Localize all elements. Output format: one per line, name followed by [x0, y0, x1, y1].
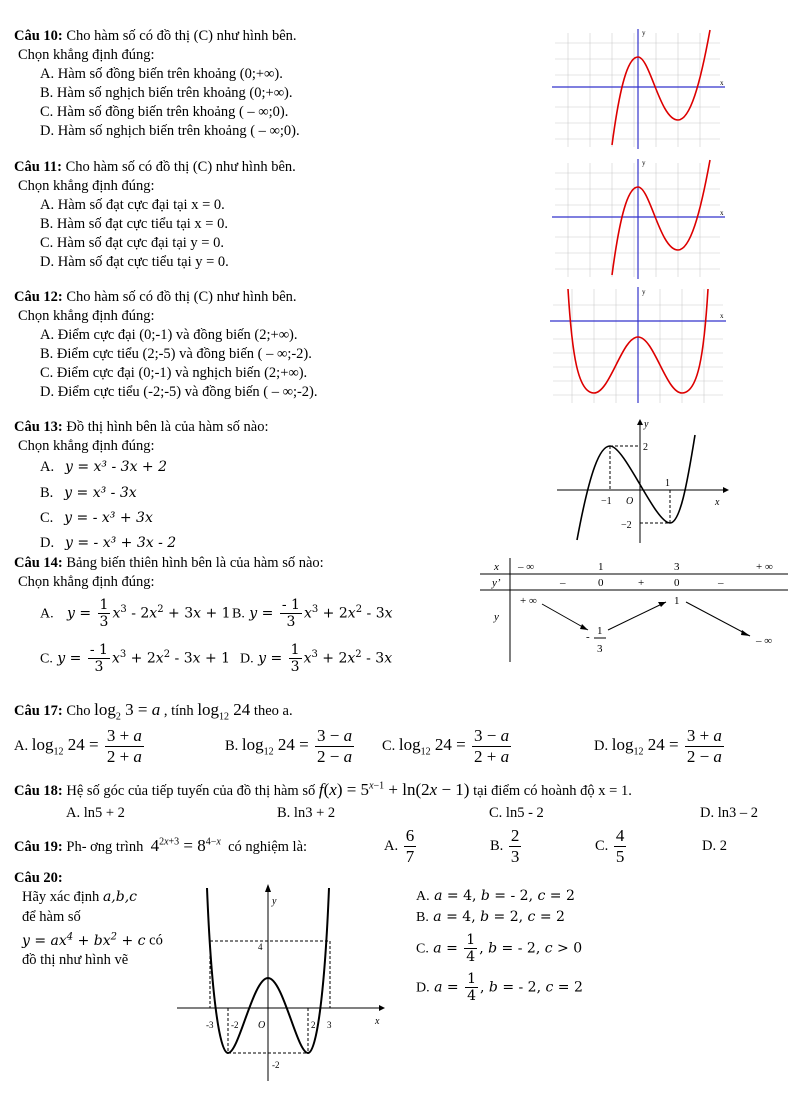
q14-sign-0: – [560, 577, 566, 589]
svg-text:1: 1 [665, 478, 670, 489]
q10-option-b[interactable]: B. Hàm số nghịch biến trên khoảng (0;+∞). [40, 85, 293, 101]
q18-tail: tại điểm có hoành độ x = 1. [473, 783, 632, 799]
q20-option-b-letter: B. [416, 910, 429, 925]
q20-option-b[interactable]: B. a = 4, b = 2, c = 2 [416, 909, 565, 925]
q10-y-label: y [642, 29, 646, 37]
q14-plus-inf: + ∞ [520, 595, 537, 607]
q10-graph [550, 25, 730, 150]
q13-stem [14, 419, 269, 436]
q20-line-1-text: Hãy xác định [22, 889, 100, 905]
q18-stem-text: Hệ số góc của tiếp tuyến của đồ thị hàm số [66, 783, 316, 799]
q13-origin-label: O [626, 496, 634, 507]
q20-origin-label: O [258, 1020, 266, 1031]
q13-option-b-letter: B. [40, 485, 54, 501]
q19-option-a[interactable]: A. $\frac{6}{7}$ [384, 826, 415, 866]
q10-option-a[interactable]: A. Hàm số đồng biến trên khoảng (0;+∞). [40, 66, 283, 82]
q18-option-c[interactable]: C. ln5 - 2 [489, 805, 544, 821]
q14-option-c-letter: C. [40, 651, 53, 667]
svg-text:-3: -3 [206, 1020, 214, 1030]
q14-min-minus: - [586, 631, 590, 643]
q11-graph [550, 155, 730, 280]
q14-min-num: 1 [597, 625, 603, 637]
q11-x-label: x [720, 209, 724, 217]
q14-sign-3: 0 [674, 577, 680, 589]
svg-text:3: 3 [327, 1020, 332, 1030]
q11-option-a[interactable]: A. Hàm số đạt cực đại tại x = 0. [40, 197, 225, 213]
svg-text:−2: −2 [621, 520, 632, 531]
svg-text:−1: −1 [601, 496, 612, 507]
q14-y-label: y [494, 611, 499, 623]
q11-prompt: Chọn khẳng định đúng: [18, 178, 155, 194]
q10-stem [14, 28, 297, 45]
q19-option-d[interactable]: D. 2 [702, 838, 727, 854]
q10-option-d[interactable]: D. Hàm số nghịch biến trên khoảng ( – ∞;0). [40, 123, 300, 139]
q17-stem: Câu 17: Cho $\log_2 3 = a$ , tính $\log_{12} 24$ theo a. [14, 700, 293, 723]
q20-option-c-letter: C. [416, 941, 429, 957]
q12-stem [14, 289, 297, 306]
q14-option-b[interactable]: B. y = $\frac{- 1}{3}$ $x^3 + 2x^2 - 3x$ [232, 597, 393, 631]
q14-minus-inf: – ∞ [756, 635, 773, 647]
q13-option-b[interactable] [40, 485, 137, 502]
q10-x-label: x [720, 79, 724, 87]
q14-option-d[interactable]: D. y = $\frac{1}{3}$ $x^3 + 2x^2 - 3x$ [240, 642, 393, 676]
q14-x-label: x [494, 561, 499, 573]
q17-stem-text: Cho [66, 703, 91, 719]
q12-y-label: y [642, 288, 646, 296]
q20-graph [175, 878, 390, 1083]
q14-sign-1: 0 [598, 577, 604, 589]
q13-prompt: Chọn khẳng định đúng: [18, 438, 155, 454]
q13-option-d[interactable] [40, 535, 176, 552]
q17-option-a[interactable]: A. $\log_{12} 24$ = $\frac{3 + a}{2 + a}$ [14, 726, 142, 766]
q13-y-label: y [644, 419, 649, 430]
q20-option-c[interactable]: C. a = $\frac{1}{4}$ , b = - 2, c > 0 [416, 932, 583, 966]
q11-option-d[interactable]: D. Hàm số đạt cực tiểu tại y = 0. [40, 254, 229, 270]
q13-option-c[interactable] [40, 510, 153, 527]
q12-option-b[interactable]: B. Điểm cực tiểu (2;-5) và đồng biến ( – ∞;-2). [40, 346, 312, 362]
q14-sign-2: + [638, 577, 645, 589]
q20-line-2: để hàm số [22, 909, 81, 925]
q19-label: Câu 19: [14, 839, 63, 855]
q12-option-c[interactable]: C. Điểm cực đại (0;-1) và nghịch biến (2;+∞). [40, 365, 308, 381]
q18-label: Câu 18: [14, 783, 63, 799]
q14-max-val: 1 [674, 595, 680, 607]
q13-label: Câu 13: [14, 419, 63, 435]
q13-stem-text: Đồ thị hình bên là của hàm số nào: [66, 419, 269, 435]
q18-stem: Câu 18: Hệ số góc của tiếp tuyến của đồ thị hàm số $f(x) = 5^{x-1} + \ln(2x - 1)$ tại điểm có hoành độ x = 1. [14, 780, 632, 799]
q17-option-a-letter: A. [14, 737, 29, 754]
q17-option-b[interactable]: B. $\log_{12} 24$ = $\frac{3 - a}{2 - a}$ [225, 726, 353, 766]
q14-x-val-0: – ∞ [518, 561, 535, 573]
q11-label: Câu 11: [14, 159, 62, 175]
q13-option-a[interactable] [40, 459, 167, 476]
q17-option-c-letter: C. [382, 737, 396, 754]
q19-option-a-letter: A. [384, 837, 399, 854]
svg-text:2: 2 [311, 1020, 316, 1030]
q10-prompt: Chọn khẳng định đúng: [18, 47, 155, 63]
q13-x-label: x [715, 497, 720, 508]
q17-option-c[interactable]: C. $\log_{12} 24$ = $\frac{3 - a}{2 + a}$ [382, 726, 510, 766]
q11-option-c[interactable]: C. Hàm số đạt cực đại tại y = 0. [40, 235, 224, 251]
q19-option-b[interactable]: B. $\frac{2}{3}$ [490, 826, 520, 866]
q13-option-a-expr: y = x³ - 3x + 2 [64, 459, 168, 475]
q14-prompt: Chọn khẳng định đúng: [18, 574, 155, 590]
q14-option-c[interactable]: C. y = $\frac{- 1}{3}$ $x^3 + 2x^2 - 3x + 1$ [40, 642, 231, 676]
q20-line-3-text: có [149, 932, 163, 949]
q20-x-label: x [375, 1016, 380, 1027]
q14-min-den: 3 [597, 643, 603, 655]
q11-y-label: y [642, 159, 646, 167]
q20-option-a-letter: A. [416, 889, 430, 904]
q14-variation-table [480, 556, 790, 664]
q14-stem [14, 555, 324, 572]
svg-text:2: 2 [643, 442, 648, 453]
q13-option-b-expr: y = x³ - 3x [64, 485, 137, 501]
q20-option-a[interactable]: A. a = 4, b = - 2, c = 2 [416, 888, 575, 904]
q12-stem-text: Cho hàm số có đồ thị (C) như hình bên. [66, 289, 297, 305]
q13-option-a-letter: A. [40, 459, 55, 475]
q14-option-d-letter: D. [240, 651, 254, 667]
q14-sign-4: – [718, 577, 724, 589]
q14-x-val-3: + ∞ [756, 561, 773, 573]
q11-stem-text: Cho hàm số có đồ thị (C) như hình bên. [65, 159, 296, 175]
q11-option-b[interactable]: B. Hàm số đạt cực tiểu tại x = 0. [40, 216, 228, 232]
q14-option-a-letter: A. [40, 606, 54, 622]
q17-option-b-letter: B. [225, 737, 239, 754]
q10-label: Câu 10: [14, 28, 63, 44]
q11-stem [14, 159, 296, 176]
q12-x-label: x [720, 312, 724, 320]
q14-x-val-1: 1 [598, 561, 604, 573]
q12-option-a[interactable]: A. Điểm cực đại (0;-1) và đồng biến (2;+∞). [40, 327, 298, 343]
q20-label: Câu 20: [14, 870, 63, 886]
q19-tail: có nghiệm là: [228, 839, 308, 855]
q12-option-d[interactable]: D. Điểm cực tiểu (-2;-5) và đồng biến ( – ∞;-2). [40, 384, 318, 400]
svg-text:-2: -2 [231, 1020, 239, 1030]
q14-label: Câu 14: [14, 555, 63, 571]
q13-option-d-letter: D. [40, 535, 55, 551]
q13-graph [555, 415, 730, 545]
q10-stem-text: Cho hàm số có đồ thị (C) như hình bên. [66, 28, 297, 44]
q20-option-d-letter: D. [416, 980, 430, 996]
svg-text:4: 4 [258, 942, 263, 952]
svg-text:-2: -2 [272, 1060, 280, 1070]
q17-label: Câu 17: [14, 703, 63, 719]
q19-option-c[interactable]: C. $\frac{4}{5}$ [595, 826, 625, 866]
q18-option-b[interactable]: B. ln3 + 2 [277, 805, 336, 821]
q17-option-d[interactable]: D. $\log_{12} 24$ = $\frac{3 + a}{2 - a}$ [594, 726, 722, 766]
q14-stem-text: Bảng biến thiên hình bên là của hàm số nào: [66, 555, 324, 571]
q12-prompt: Chọn khẳng định đúng: [18, 308, 155, 324]
q14-yp-label: y’ [492, 577, 501, 589]
q18-option-a[interactable]: A. ln5 + 2 [66, 805, 125, 821]
q19-option-c-letter: C. [595, 837, 609, 854]
q12-graph [548, 285, 728, 405]
q20-option-d[interactable]: D. a = $\frac{1}{4}$ , b = - 2, c = 2 [416, 971, 583, 1005]
q20-y-label: y [272, 896, 277, 907]
q14-option-b-letter: B. [232, 606, 245, 622]
q17-option-d-letter: D. [594, 737, 609, 754]
q13-option-d-expr: y = - x³ + 3x - 2 [64, 535, 177, 551]
q20-line-4: đồ thị như hình vẽ [22, 952, 129, 968]
q20-line-3: $y = ax^4 + bx^2 + c$ có [22, 931, 163, 949]
q12-label: Câu 12: [14, 289, 63, 305]
q20-line-1: Hãy xác định a,b,c [22, 889, 137, 905]
q18-option-d[interactable]: D. ln3 – 2 [700, 805, 758, 821]
q17-tail: theo a. [253, 703, 293, 719]
q19-stem-text: Ph- ơng trình [66, 839, 144, 855]
q13-option-c-letter: C. [40, 510, 54, 526]
q19-option-b-letter: B. [490, 837, 504, 854]
q10-option-c[interactable]: C. Hàm số đồng biến trên khoảng ( – ∞;0). [40, 104, 289, 120]
q19-stem: Câu 19: Ph- ơng trình $4^{2x+3} = 8^{4-x}$ có nghiệm là: [14, 836, 308, 855]
q14-x-val-2: 3 [674, 561, 680, 573]
q14-option-a[interactable]: A. y = $\frac{1}{3}$ $x^3 - 2x^2 + 3x + 1$ [40, 597, 231, 631]
q13-option-c-expr: y = - x³ + 3x [64, 510, 153, 526]
